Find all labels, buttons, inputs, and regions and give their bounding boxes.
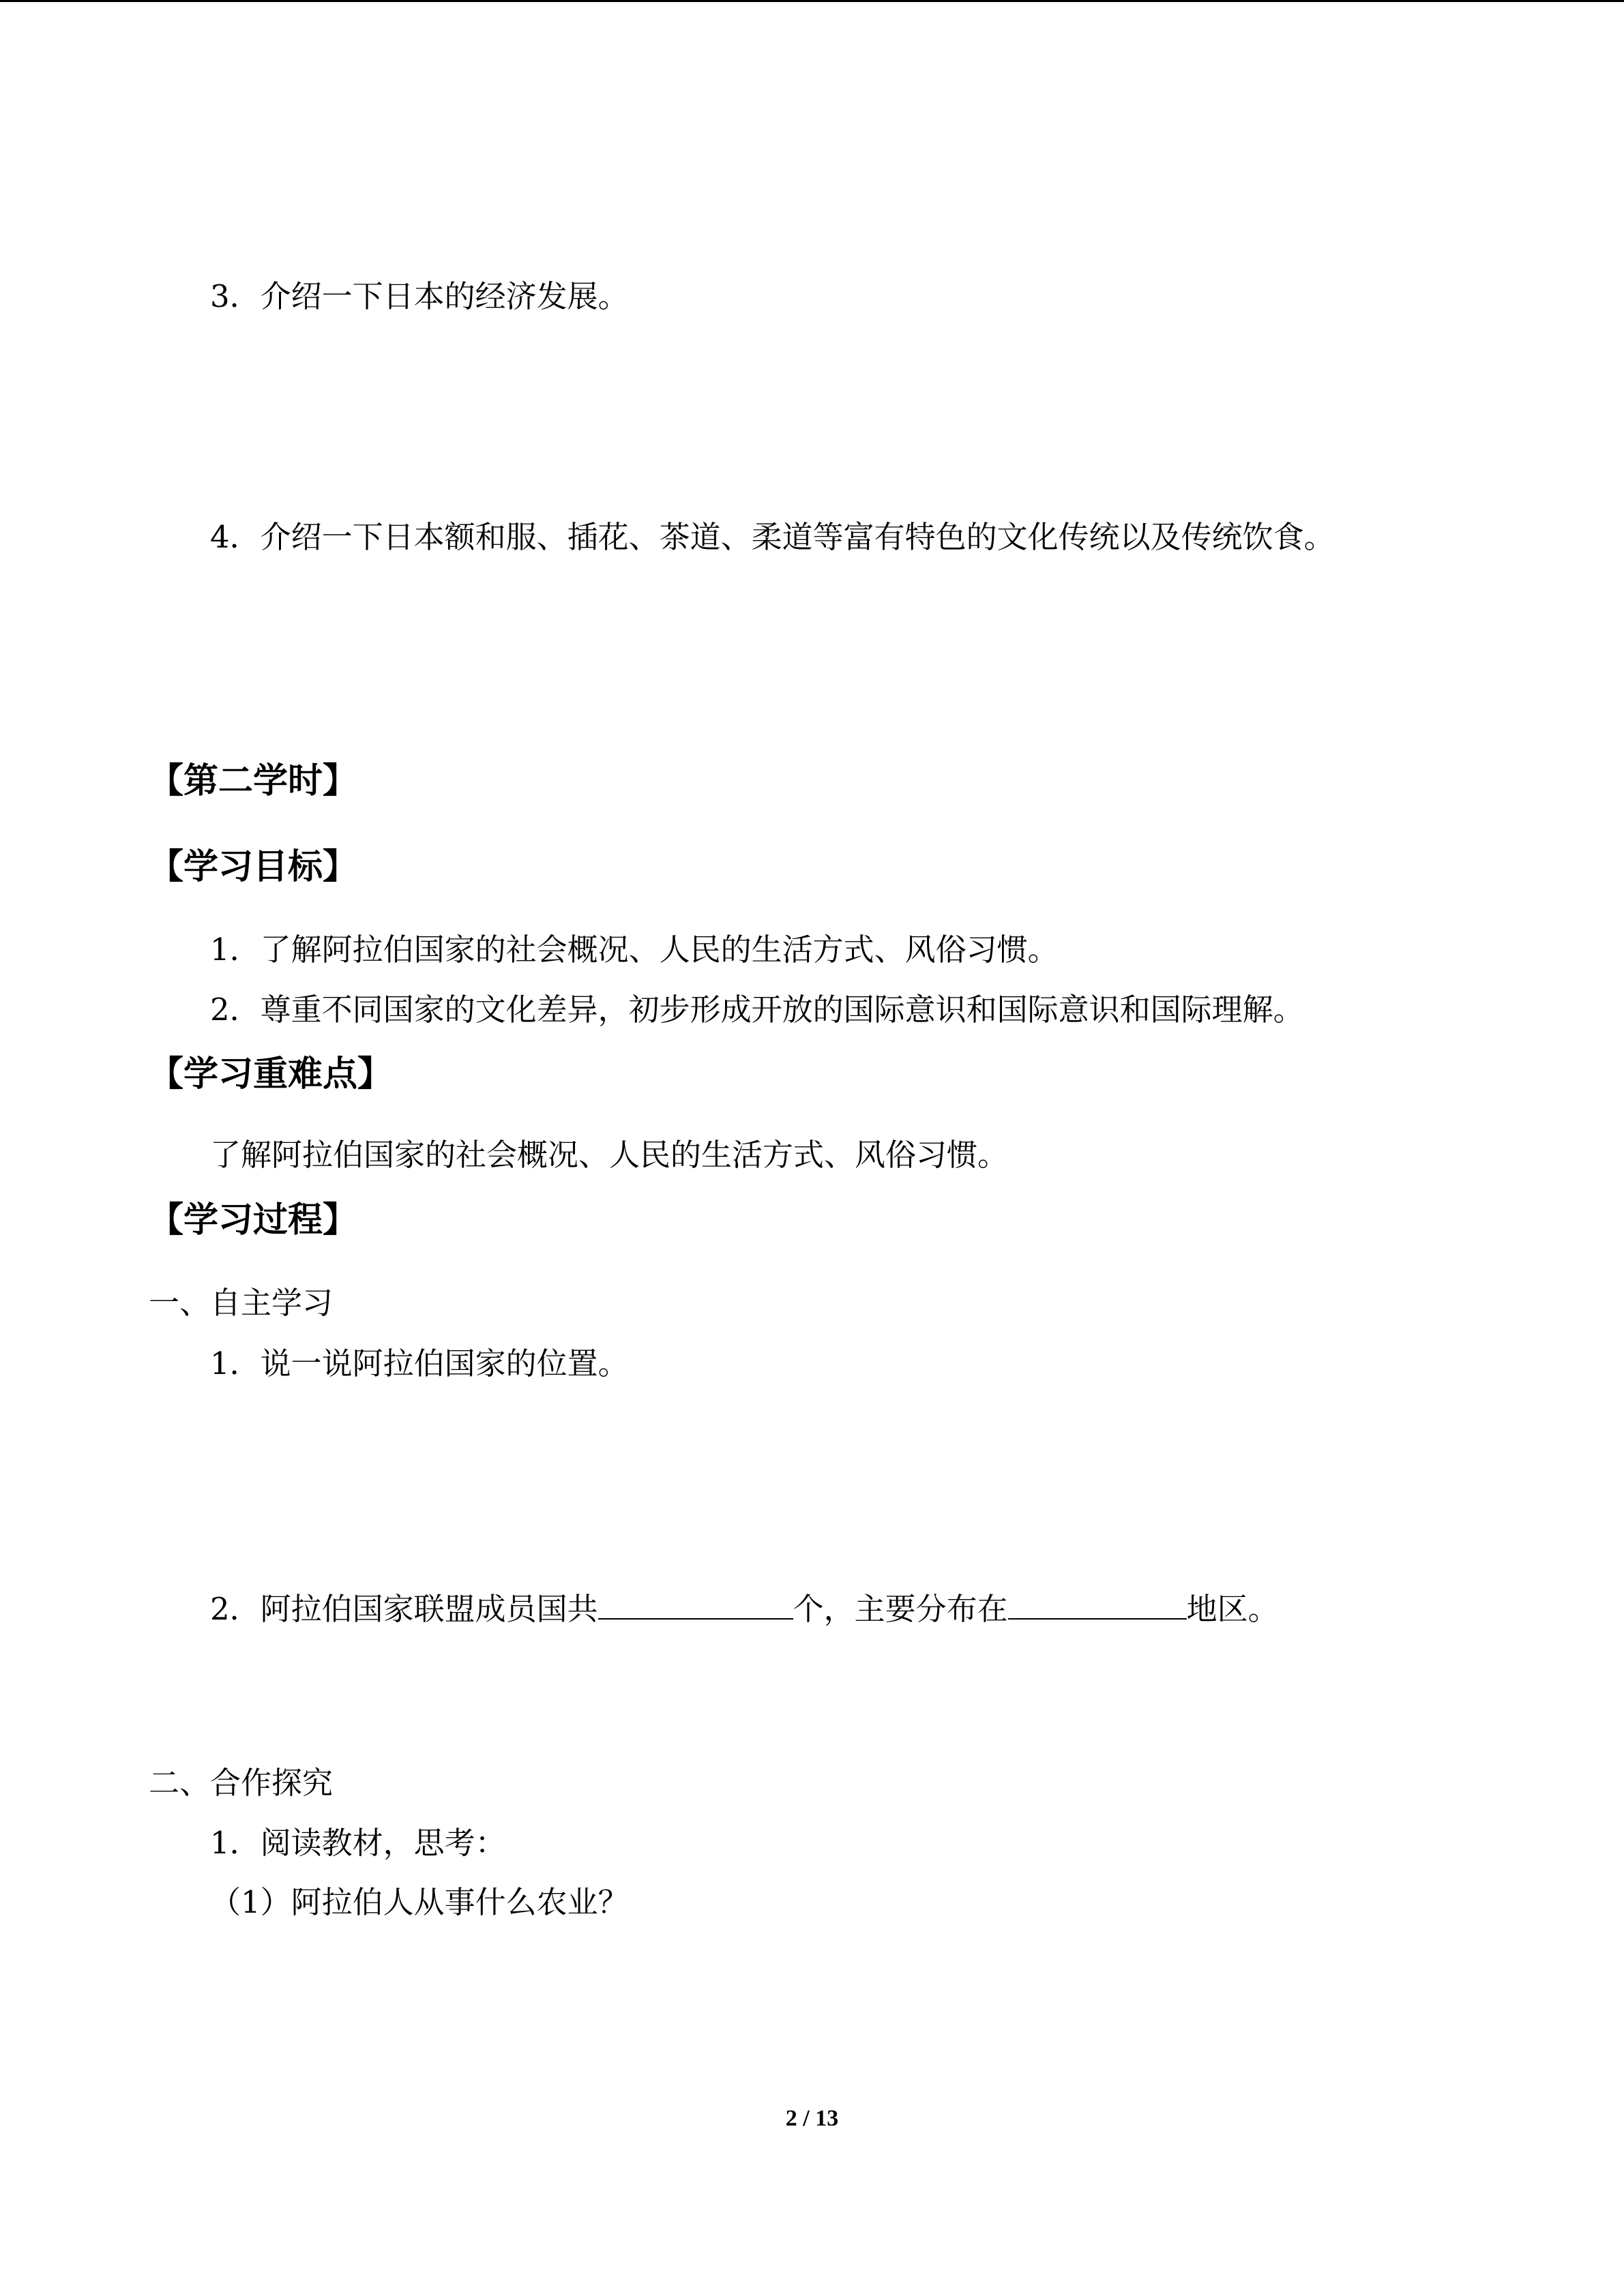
lesson-2-heading: 【第二学时】 [149, 760, 358, 801]
region-blank[interactable] [1008, 1588, 1187, 1620]
section-1-title: 一、自主学习 [149, 1285, 334, 1321]
page-number: 2 / 13 [785, 2106, 839, 2131]
section-1-question-1: 1．说一说阿拉伯国家的位置。 [210, 1345, 629, 1382]
section-1-question-2 [210, 1588, 1279, 1627]
section-2-title: 二、合作探究 [149, 1765, 334, 1801]
objectives-heading: 【学习目标】 [149, 846, 358, 887]
top-border-line [0, 0, 1624, 2]
section-2-question-1: 1．阅读教材，思考： [210, 1825, 506, 1861]
objective-1: 1．了解阿拉伯国家的社会概况、人民的生活方式、风俗习惯。 [210, 931, 1059, 968]
key-points-heading: 【学习重难点】 [149, 1054, 393, 1094]
question-3: 3．介绍一下日本的经济发展。 [210, 278, 629, 314]
objective-2: 2．尊重不同国家的文化差异，初步形成开放的国际意识和国际意识和国际理解。 [210, 992, 1304, 1028]
question-2-text-middle: 个，主要分布在 [793, 1591, 1008, 1627]
section-2-question-1-sub-1: （1）阿拉伯人从事什么农业？ [210, 1884, 629, 1920]
question-2-text-end: 地区。 [1186, 1591, 1279, 1627]
member-count-blank[interactable] [598, 1588, 793, 1620]
key-points-text: 了解阿拉伯国家的社会概况、人民的生活方式、风俗习惯。 [210, 1137, 1009, 1173]
question-4: 4．介绍一下日本额和服、插花、茶道、柔道等富有特色的文化传统以及传统饮食。 [210, 519, 1335, 555]
process-heading: 【学习过程】 [149, 1199, 358, 1240]
question-2-text-start: 2．阿拉伯国家联盟成员国共 [210, 1591, 598, 1627]
